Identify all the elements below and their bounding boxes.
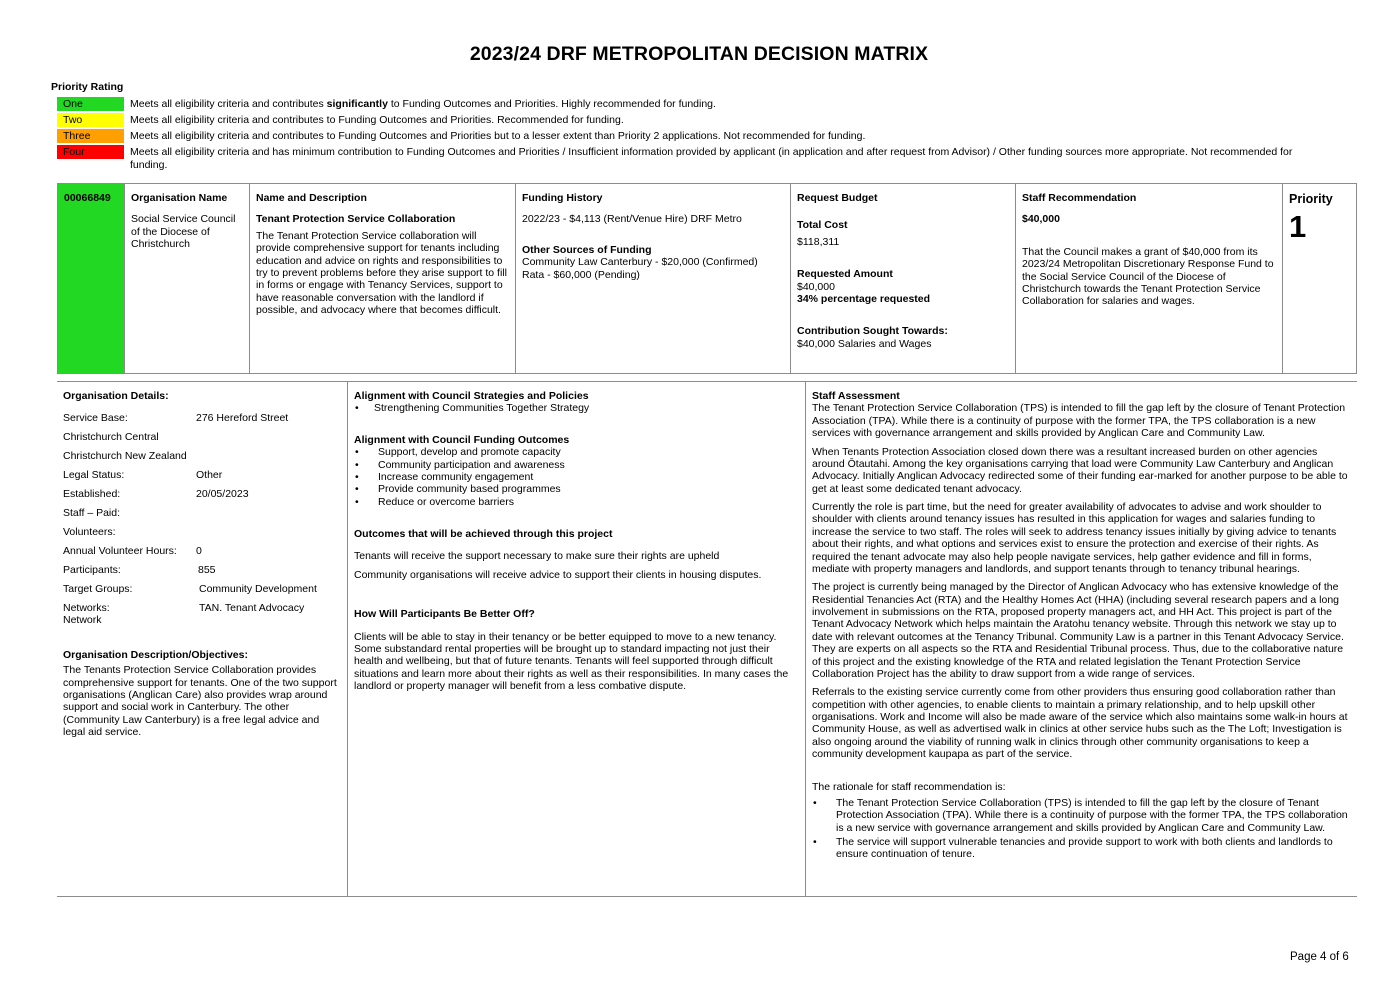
total-cost-value: $118,311 bbox=[797, 235, 840, 248]
priority-legend bbox=[57, 97, 1327, 173]
volunteers-label: Volunteers: bbox=[63, 526, 116, 539]
name-description-header: Name and Description bbox=[256, 192, 367, 204]
legend-row-three bbox=[57, 129, 1327, 143]
funding-history-cell bbox=[516, 184, 791, 373]
networks-value-continued: Network bbox=[63, 614, 102, 627]
legend-row-four bbox=[57, 145, 1327, 171]
funding-history-header: Funding History bbox=[522, 192, 603, 204]
target-groups-value: Community Development bbox=[199, 583, 317, 596]
target-groups-row bbox=[63, 583, 341, 595]
priority-rating-heading: Priority Rating bbox=[51, 81, 124, 93]
name-description-cell bbox=[250, 184, 516, 373]
requested-amount-value: $40,000 bbox=[797, 280, 835, 293]
participants-row bbox=[63, 564, 341, 576]
list-item: • The Tenant Protection Service Collaboration (TPS) is intended to fill the gap left by the closure of Tenant Protection Association (TPA). While there is a continuity of purpose with the former TPA, the TPS collaboration is a new service with governance arrangement and skills provided by Anglican Care and Community Law. bbox=[812, 797, 1351, 834]
outcome-achieved-item: Community organisations will receive advice to support their clients in housing disputes. bbox=[354, 568, 762, 581]
participants-value: 855 bbox=[198, 564, 216, 577]
outcomes-achieved-heading: Outcomes that will be achieved through this project bbox=[354, 528, 613, 540]
list-item: • Reduce or overcome barriers bbox=[354, 496, 799, 508]
staff-recommendation-amount: $40,000 bbox=[1022, 213, 1060, 226]
legal-status-row bbox=[63, 469, 341, 481]
established-row bbox=[63, 488, 341, 500]
volunteers-row bbox=[63, 526, 341, 538]
list-item: • Support, develop and promote capacity bbox=[354, 446, 799, 458]
priority-header: Priority bbox=[1289, 192, 1333, 206]
priority-cell bbox=[1283, 184, 1356, 373]
assessment-paragraph: The Tenant Protection Service Collaboration (TPS) is intended to fill the gap left by the closure of Tenant Protection Association (TPA). While there is a continuity of purpose with the former TPA, the TPS collaboration is a new services with governance arrangement and skills provided by Anglican Care and Community Law. bbox=[812, 402, 1346, 440]
priority-four-text: Meets all eligibility criteria and has minimum contribution to Funding Outcomes and Priorities / Insufficient information provided by applicant (in application and after request from Advisor) / Other funding sources more appropriate. Not recommended for funding. bbox=[130, 146, 1293, 171]
priority-four-swatch: Four bbox=[57, 145, 124, 159]
list-item: • The service will support vulnerable tenancies and provide support to work with both clients and landlords to ensure continuation of tenure. bbox=[812, 836, 1351, 861]
funding-outcomes-heading: Alignment with Council Funding Outcomes bbox=[354, 433, 570, 446]
total-cost-label: Total Cost bbox=[797, 219, 848, 232]
contribution-value: $40,000 Salaries and Wages bbox=[797, 337, 932, 350]
networks-label: Networks: bbox=[63, 602, 110, 615]
rationale-list bbox=[812, 797, 1351, 861]
staff-recommendation-header: Staff Recommendation bbox=[1022, 192, 1137, 204]
assessment-paragraph: Referrals to the existing service currently come from other providers thus ensuring good collaboration rather than competition with other agencies, to enable clients to maintain a primary relationship, and to help upskill other organisations. Work and Income will also be made aware of the service which also maintains some walk-in hours at Community House, as well as advertised walk in clinics at other service hubs such as the The Loft; Investigation is also ongoing around the viability of running walk in clinics through other community organisations to keep a community development kaupapa as part of the service. bbox=[812, 686, 1348, 761]
legal-status-value: Other bbox=[196, 469, 223, 482]
other-sources-header: Other Sources of Funding bbox=[522, 243, 652, 256]
staff-paid-label: Staff – Paid: bbox=[63, 507, 121, 520]
volunteer-hours-value: 0 bbox=[196, 545, 202, 558]
address-line: Christchurch New Zealand bbox=[63, 450, 187, 463]
application-id: 00066849 bbox=[58, 184, 125, 373]
list-item: • Provide community based programmes bbox=[354, 483, 799, 495]
priority-three-swatch: Three bbox=[57, 129, 124, 143]
organisation-description-heading: Organisation Description/Objectives: bbox=[63, 648, 248, 661]
priority-one-text: Meets all eligibility criteria and contributes significantly to Funding Outcomes and Priorities. Highly recommended for funding. bbox=[130, 98, 716, 110]
organisation-name-cell bbox=[125, 184, 250, 373]
priority-two-swatch: Two bbox=[57, 113, 124, 127]
organisation-name: Social Service Council of the Diocese of Christchurch bbox=[131, 213, 236, 251]
assessment-paragraph: When Tenants Protection Association closed down there was a resultant increased burden on other agencies around Ōtautahi. Among the key organisations carrying that load were Community Law Canterbury and Anglican Advocacy. Initially Anglican Advocacy redirected some of their funding ear-marked for another purpose to be able to get at least some dedicated tenant advocacy. bbox=[812, 445, 1348, 495]
better-off-text: Clients will be able to stay in their tenancy or be better equipped to move to a new tenancy. Some substandard rental properties will be brought up to standard impacting not just their health and wellbeing, but that of future tenants. Tenants will feel supported through difficult situations and learn more about their rights as well as their responsibilities. In many cases the landlord or property manager will benefit from a less combative dispute. bbox=[354, 630, 789, 692]
funding-history-entry: 2022/23 - $4,113 (Rent/Venue Hire) DRF Metro bbox=[522, 213, 742, 226]
priority-three-text: Meets all eligibility criteria and contributes to Funding Outcomes and Priorities but to a lesser extent than Priority 2 applications. Not recommended for funding. bbox=[130, 130, 866, 142]
legal-status-label: Legal Status: bbox=[63, 469, 125, 482]
list-item: • Strengthening Communities Together Strategy bbox=[354, 402, 799, 414]
outcome-achieved-item: Tenants will receive the support necessary to make sure their rights are upheld bbox=[354, 550, 720, 563]
networks-value: TAN. Tenant Advocacy bbox=[199, 602, 305, 615]
project-name: Tenant Protection Service Collaboration bbox=[256, 213, 456, 226]
organisation-description: The Tenants Protection Service Collaboration provides comprehensive support for tenants. One of the two support organisations (Anglican Care) also provides wrap around support and social work in Canterbury. The other (Community Law Canterbury) is a free legal advice and legal aid service. bbox=[63, 664, 337, 739]
priority-one-swatch: One bbox=[57, 97, 124, 111]
volunteer-hours-row bbox=[63, 545, 341, 557]
assessment-paragraph: The project is currently being managed by the Director of Anglican Advocacy who has extensive knowledge of the Residential Tenancies Act (RTA) and the Healthy Homes Act (HHA) (including several research papers and a long involvement in submissions on the RTA, proposed property managers act, and HH Act. This project is part of the Tenant Advocacy Network which helps maintain the Aratohu tenancy website. Through this network we stay up to date with relevant outcomes at the Tenancy Tribunal. Community Law is a partner in this Tenant Advocacy Service. They are experts on all aspects so the RTA and Residential Tribunal process. Thus, due to the collaborative nature of this project and the existing knowledge of the RTA and related legislation the Tenant Protection Service Collaboration Project has the ability to draw support from a wide range of services. bbox=[812, 581, 1344, 680]
organisation-details-heading: Organisation Details: bbox=[63, 390, 169, 402]
staff-recommendation-text: That the Council makes a grant of $40,000 from its 2023/24 Metropolitan Discretionary Response Fund to the Social Service Council of the Diocese of Christchurch towards the Tenant Protection Service Collaboration for salaries and wages. bbox=[1022, 245, 1274, 308]
service-base-row bbox=[63, 412, 341, 424]
staff-recommendation-cell bbox=[1016, 184, 1283, 373]
detail-section bbox=[57, 381, 1357, 897]
other-source-item: Rata - $60,000 (Pending) bbox=[522, 268, 640, 281]
rationale-intro: The rationale for staff recommendation is: bbox=[812, 780, 1006, 793]
alignment-column bbox=[348, 382, 806, 896]
contribution-label: Contribution Sought Towards: bbox=[797, 325, 948, 338]
funding-outcomes-list bbox=[354, 446, 799, 508]
legend-row-two bbox=[57, 113, 1327, 127]
service-base-label: Service Base: bbox=[63, 412, 128, 425]
request-budget-cell bbox=[791, 184, 1016, 373]
application-summary-table bbox=[57, 183, 1357, 374]
established-label: Established: bbox=[63, 488, 121, 501]
priority-two-text: Meets all eligibility criteria and contributes to Funding Outcomes and Priorities. Recommended for funding. bbox=[130, 114, 624, 126]
better-off-heading: How Will Participants Be Better Off? bbox=[354, 608, 535, 621]
target-groups-label: Target Groups: bbox=[63, 583, 133, 596]
percentage-requested: 34% percentage requested bbox=[797, 292, 931, 305]
service-base-value: 276 Hereford Street bbox=[196, 412, 289, 425]
strategies-heading: Alignment with Council Strategies and Policies bbox=[354, 390, 589, 402]
organisation-details-column bbox=[57, 382, 348, 896]
page-title: 2023/24 DRF METROPOLITAN DECISION MATRIX bbox=[469, 43, 929, 65]
requested-amount-label: Requested Amount bbox=[797, 268, 893, 281]
established-value: 20/05/2023 bbox=[196, 488, 249, 501]
page-number: Page 4 of 6 bbox=[1290, 951, 1349, 963]
participants-label: Participants: bbox=[63, 564, 121, 577]
address-line: Christchurch Central bbox=[63, 431, 159, 444]
other-source-item: Community Law Canterbury - $20,000 (Confirmed) bbox=[522, 256, 758, 269]
priority-value: 1 bbox=[1289, 208, 1307, 244]
staff-assessment-heading: Staff Assessment bbox=[812, 390, 900, 402]
list-item: • Community participation and awareness bbox=[354, 459, 799, 471]
organisation-name-header: Organisation Name bbox=[131, 192, 228, 204]
staff-assessment-column bbox=[806, 382, 1357, 896]
list-item: • Increase community engagement bbox=[354, 471, 799, 483]
assessment-paragraph: Currently the role is part time, but the need for greater availability of advocates to advise and work shoulder to shoulder with clients around tenancy issues has resulted in this application for wages and salaries funding to increase the service to two staff. The roles will seek to address tenancy issues initially by giving advice to tenants about their rights, and what options and services exist to ensure the protection and exercise of their rights. As required the tenant advocate may also help people navigate services, help gather evidence and fill in forms, mediate with property managers and landlords, and support tenants through to tenancy tribunal hearings. bbox=[812, 501, 1337, 575]
networks-row bbox=[63, 602, 341, 614]
volunteer-hours-label: Annual Volunteer Hours: bbox=[63, 545, 177, 558]
project-description: The Tenant Protection Service collaboration will provide comprehensive support for tenants including education and advice on rights and responsibilities to try to prevent problems before they arise support to fill in forms or engage with Tenancy Services, support to have reasonable conversation with the landlord if possible, and advocacy where that becomes difficult. bbox=[256, 229, 507, 316]
request-budget-header: Request Budget bbox=[797, 192, 878, 204]
legend-row-one bbox=[57, 97, 1327, 111]
strategies-list bbox=[354, 402, 799, 414]
staff-paid-row bbox=[63, 507, 341, 519]
